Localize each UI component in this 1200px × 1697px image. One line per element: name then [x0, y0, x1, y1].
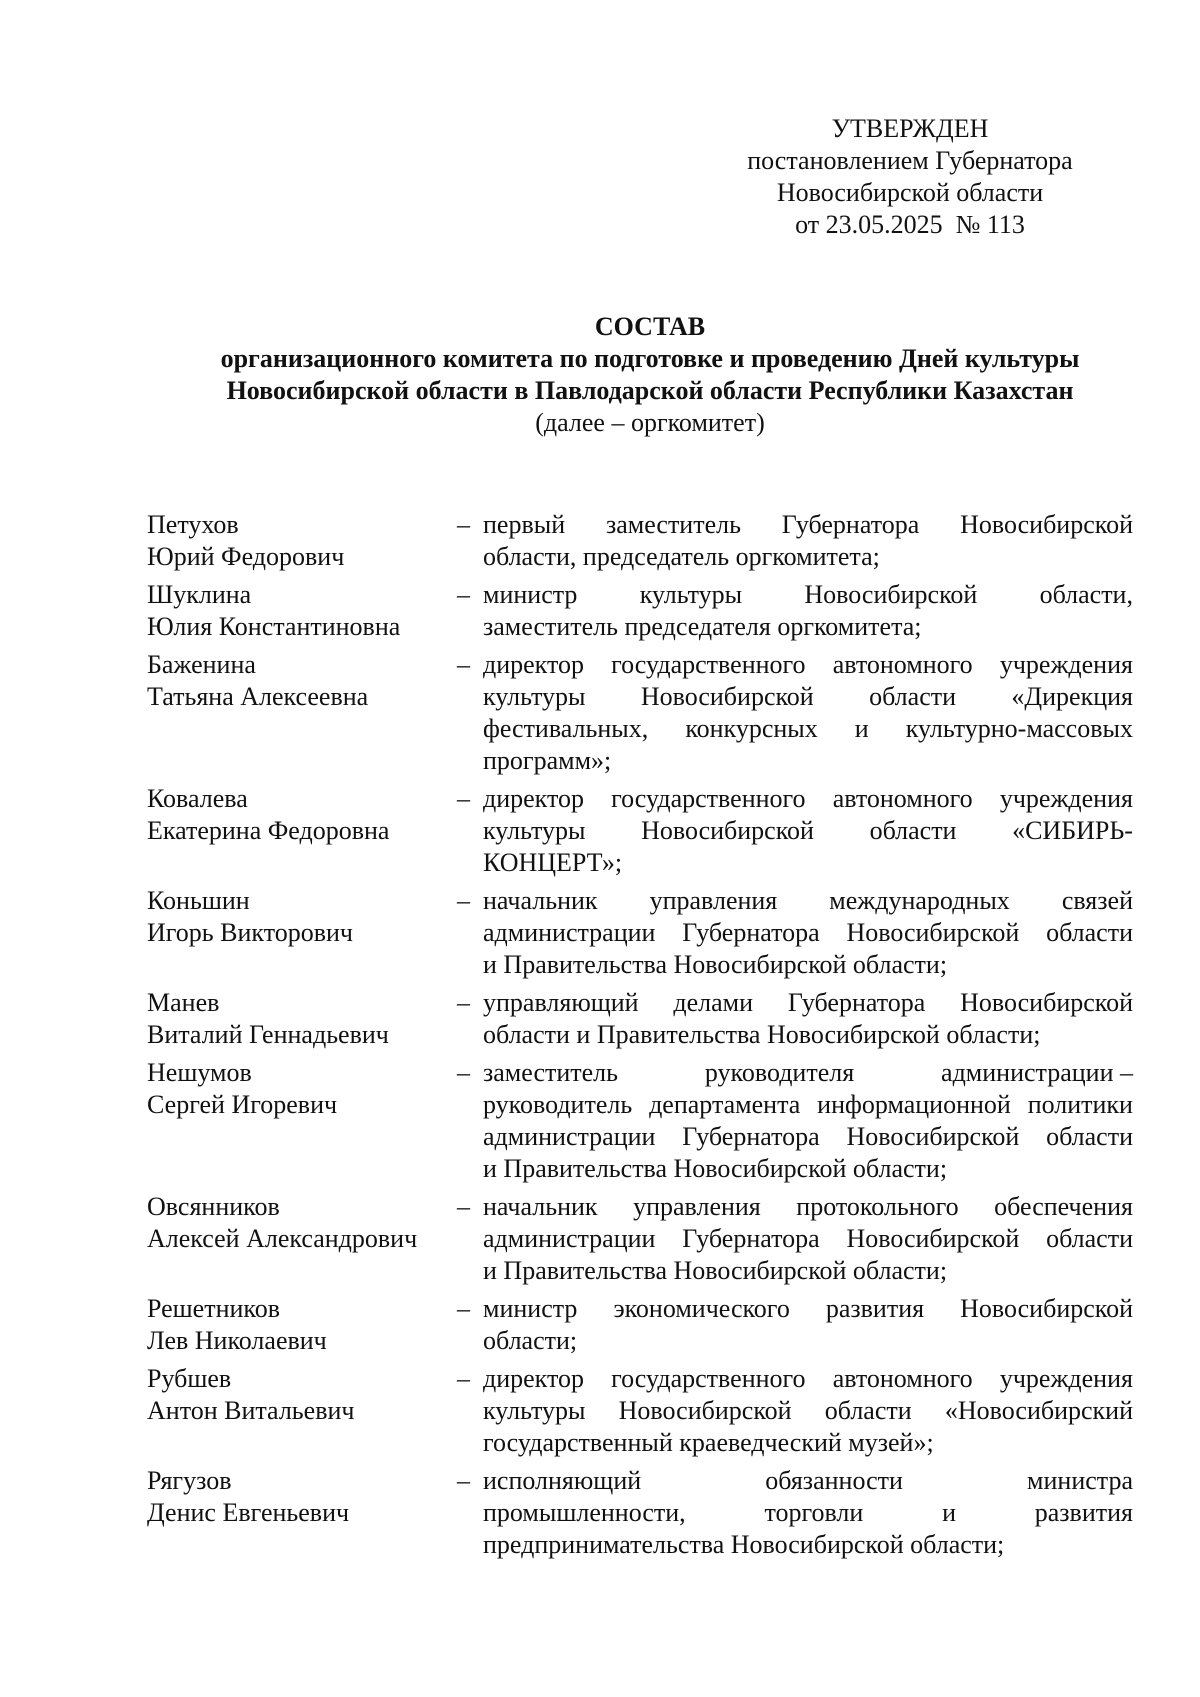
position-text: автономного: [832, 650, 973, 679]
member-name: [147, 509, 457, 573]
member-given-names: Лев Николаевич: [147, 1326, 327, 1355]
member-position: [483, 1057, 1133, 1185]
position-text: администрации –: [941, 1058, 1133, 1087]
member-given-names: Виталий Геннадьевич: [147, 1020, 389, 1049]
position-text: области;: [483, 1326, 578, 1355]
member-surname: Петухов: [147, 510, 239, 539]
member-position: [483, 649, 1133, 777]
position-text: обеспечения: [994, 1192, 1133, 1221]
member-position: [483, 1465, 1133, 1561]
member-surname: Коньшин: [147, 886, 250, 915]
member-row: [147, 1363, 1137, 1459]
member-row: [147, 1191, 1137, 1287]
member-row: [147, 987, 1137, 1051]
position-line: [483, 1363, 1133, 1395]
member-position: [483, 1293, 1133, 1357]
position-text: КОНЦЕРТ»;: [483, 848, 623, 877]
member-position: [483, 1191, 1133, 1287]
approval-line-2: постановлением Губернатора: [747, 146, 1073, 175]
position-text: учреждения: [999, 1364, 1133, 1393]
position-line: [483, 949, 1133, 981]
position-text: министра: [1027, 1466, 1133, 1495]
member-position: [483, 987, 1133, 1051]
position-text: руководитель: [483, 1090, 633, 1119]
member-dash: –: [457, 988, 470, 1017]
member-dash: –: [457, 1466, 470, 1495]
position-text: фестивальных,: [483, 714, 649, 743]
position-line: [483, 885, 1133, 917]
member-given-names: Алексей Александрович: [147, 1224, 418, 1253]
position-text: Губернатора: [781, 510, 920, 539]
position-text: Новосибирской: [846, 1122, 1020, 1151]
position-text: протокольного: [796, 1192, 959, 1221]
member-name: [147, 1293, 457, 1357]
position-line: [483, 509, 1133, 541]
member-surname: Рягузов: [147, 1466, 232, 1495]
position-text: программ»;: [483, 746, 612, 775]
member-name: [147, 1465, 457, 1561]
member-surname: Решетников: [147, 1294, 280, 1323]
member-dash: –: [457, 580, 470, 609]
position-line: [483, 611, 1133, 643]
member-row: [147, 509, 1137, 573]
position-line: [483, 541, 1133, 573]
position-text: управляющий: [483, 988, 639, 1017]
position-text: администрации: [483, 1224, 656, 1253]
member-name: [147, 783, 457, 879]
position-line: [483, 847, 1133, 879]
position-text: международных: [829, 886, 1010, 915]
position-text: Новосибирской: [846, 1224, 1020, 1253]
member-dash: –: [457, 784, 470, 813]
position-line: [483, 1223, 1133, 1255]
position-line: [483, 745, 1133, 777]
position-line: [483, 1089, 1133, 1121]
position-line: [483, 1153, 1133, 1185]
member-surname: Шуклина: [147, 580, 252, 609]
position-text: учреждения: [999, 650, 1133, 679]
position-text: обязанности: [765, 1466, 903, 1495]
position-text: первый: [483, 510, 566, 539]
member-dash: –: [457, 510, 470, 539]
position-text: автономного: [832, 1364, 973, 1393]
member-name: [147, 1057, 457, 1185]
position-text: заместитель председателя оргкомитета;: [483, 612, 922, 641]
position-text: руководителя: [704, 1058, 855, 1087]
member-list: [147, 509, 1137, 1567]
position-text: Губернатора: [682, 1122, 820, 1151]
position-text: области,: [1039, 580, 1133, 609]
position-text: учреждения: [999, 784, 1133, 813]
position-text: заместитель: [483, 1058, 619, 1087]
position-line: [483, 649, 1133, 681]
position-text: области: [1046, 1224, 1133, 1253]
member-surname: Манев: [147, 988, 220, 1017]
position-line: [483, 917, 1133, 949]
position-line: [483, 1057, 1133, 1089]
member-row: [147, 579, 1137, 643]
member-dash: –: [457, 1364, 470, 1393]
member-surname: Рубшев: [147, 1364, 232, 1393]
position-text: государственного: [611, 650, 806, 679]
title-subtitle-line-2: Новосибирской области в Павлодарской области Республики Казахстан: [226, 376, 1074, 405]
position-text: управления: [633, 1192, 761, 1221]
member-dash: –: [457, 1058, 470, 1087]
position-text: связей: [1061, 886, 1133, 915]
position-text: культурно-массовых: [905, 714, 1133, 743]
member-name: [147, 885, 457, 981]
position-text: культуры: [483, 1396, 586, 1425]
position-text: администрации: [483, 918, 656, 947]
position-line: [483, 1019, 1133, 1051]
position-line: [483, 1191, 1133, 1223]
member-row: [147, 885, 1137, 981]
member-name: [147, 987, 457, 1051]
position-text: культуры: [639, 580, 743, 609]
position-text: и: [942, 1498, 956, 1527]
position-text: области: [869, 682, 957, 711]
position-text: области: [824, 1396, 912, 1425]
position-line: [483, 1395, 1133, 1427]
position-text: Губернатора: [682, 1224, 820, 1253]
member-dash: –: [457, 886, 470, 915]
approval-line-1: УТВЕРЖДЕН: [831, 114, 989, 143]
approval-line-4: от 23.05.2025 № 113: [795, 210, 1025, 239]
position-text: политики: [1027, 1090, 1133, 1119]
position-text: Новосибирской: [804, 580, 978, 609]
member-position: [483, 783, 1133, 879]
position-text: культуры: [483, 682, 586, 711]
position-line: [483, 1293, 1133, 1325]
position-text: министр: [483, 580, 578, 609]
member-given-names: Юрий Федорович: [147, 542, 345, 571]
position-text: Губернатора: [682, 918, 820, 947]
title-subtitle-line-1: организационного комитета по подготовке и проведению Дней культуры: [220, 344, 1080, 373]
position-text: делами: [673, 988, 754, 1017]
position-text: области: [1046, 1122, 1133, 1151]
member-given-names: Антон Витальевич: [147, 1396, 355, 1425]
position-text: директор: [483, 650, 584, 679]
position-text: области и Правительства Новосибирской области;: [483, 1020, 1041, 1049]
position-text: Новосибирской: [960, 988, 1133, 1017]
member-given-names: Игорь Викторович: [147, 918, 353, 947]
position-text: управления: [649, 886, 778, 915]
position-text: и Правительства Новосибирской области;: [483, 1154, 948, 1183]
position-text: и: [854, 714, 869, 743]
document-title: [100, 311, 1200, 439]
position-text: Новосибирской: [960, 510, 1133, 539]
position-text: администрации: [483, 1122, 656, 1151]
position-text: исполняющий: [483, 1466, 642, 1495]
position-text: государственный краеведческий музей»;: [483, 1428, 934, 1457]
position-text: информационной: [817, 1090, 1011, 1119]
position-line: [483, 1121, 1133, 1153]
position-line: [483, 713, 1133, 745]
position-line: [483, 783, 1133, 815]
position-text: Новосибирской: [641, 816, 814, 845]
position-text: развития: [1034, 1498, 1133, 1527]
position-text: министр: [483, 1294, 578, 1323]
member-position: [483, 579, 1133, 643]
member-given-names: Екатерина Федоровна: [147, 816, 390, 845]
member-row: [147, 1465, 1137, 1561]
member-dash: –: [457, 1192, 470, 1221]
member-row: [147, 1057, 1137, 1185]
position-text: конкурсных: [685, 714, 818, 743]
position-text: директор: [483, 1364, 584, 1393]
member-dash: –: [457, 1294, 470, 1323]
position-text: автономного: [832, 784, 973, 813]
position-text: и Правительства Новосибирской области;: [483, 1256, 948, 1285]
position-line: [483, 1497, 1133, 1529]
member-surname: Нешумов: [147, 1058, 252, 1087]
member-given-names: Юлия Константиновна: [147, 612, 401, 641]
member-row: [147, 649, 1137, 777]
position-line: [483, 987, 1133, 1019]
member-row: [147, 783, 1137, 879]
member-surname: Баженина: [147, 650, 256, 679]
member-given-names: Татьяна Алексеевна: [147, 682, 369, 711]
position-text: заместитель: [605, 510, 741, 539]
member-given-names: Денис Евгеньевич: [147, 1498, 350, 1527]
position-line: [483, 1325, 1133, 1357]
position-text: области, председатель оргкомитета;: [483, 542, 880, 571]
position-text: «СИБИРЬ-: [1012, 816, 1133, 845]
position-line: [483, 1255, 1133, 1287]
position-line: [483, 681, 1133, 713]
member-position: [483, 1363, 1133, 1459]
position-text: области: [869, 816, 957, 845]
position-text: экономического: [613, 1294, 790, 1323]
position-text: Губернатора: [787, 988, 926, 1017]
position-text: Новосибирской: [640, 682, 814, 711]
position-text: промышленности,: [483, 1498, 686, 1527]
position-text: департамента: [649, 1090, 801, 1119]
member-name: [147, 1191, 457, 1287]
position-line: [483, 1427, 1133, 1459]
position-text: предпринимательства Новосибирской области;: [483, 1530, 1005, 1559]
member-row: [147, 1293, 1137, 1357]
position-text: торговли: [764, 1498, 864, 1527]
title-heading: СОСТАВ: [594, 312, 706, 341]
member-name: [147, 579, 457, 643]
member-position: [483, 885, 1133, 981]
position-text: государственного: [611, 784, 806, 813]
approval-line-3: Новосибирской области: [776, 178, 1044, 207]
position-line: [483, 1529, 1133, 1561]
position-text: и Правительства Новосибирской области;: [483, 950, 948, 979]
member-given-names: Сергей Игоревич: [147, 1090, 338, 1119]
position-text: Новосибирской: [618, 1396, 792, 1425]
member-name: [147, 1363, 457, 1459]
member-name: [147, 649, 457, 777]
member-surname: Овсянников: [147, 1192, 280, 1221]
title-note: (далее – оргкомитет): [535, 408, 765, 437]
member-surname: Ковалева: [147, 784, 248, 813]
position-text: Новосибирской: [846, 918, 1020, 947]
approval-stamp: [720, 113, 1100, 241]
position-line: [483, 1465, 1133, 1497]
position-text: культуры: [483, 816, 586, 845]
position-text: начальник: [483, 886, 598, 915]
member-dash: –: [457, 650, 470, 679]
position-text: начальник: [483, 1192, 598, 1221]
position-line: [483, 815, 1133, 847]
position-text: Новосибирской: [960, 1294, 1133, 1323]
position-text: государственного: [611, 1364, 806, 1393]
position-text: «Дирекция: [1011, 682, 1133, 711]
member-position: [483, 509, 1133, 573]
position-text: развития: [825, 1294, 925, 1323]
position-text: «Новосибирский: [944, 1396, 1133, 1425]
position-text: области: [1046, 918, 1133, 947]
position-text: директор: [483, 784, 584, 813]
position-line: [483, 579, 1133, 611]
